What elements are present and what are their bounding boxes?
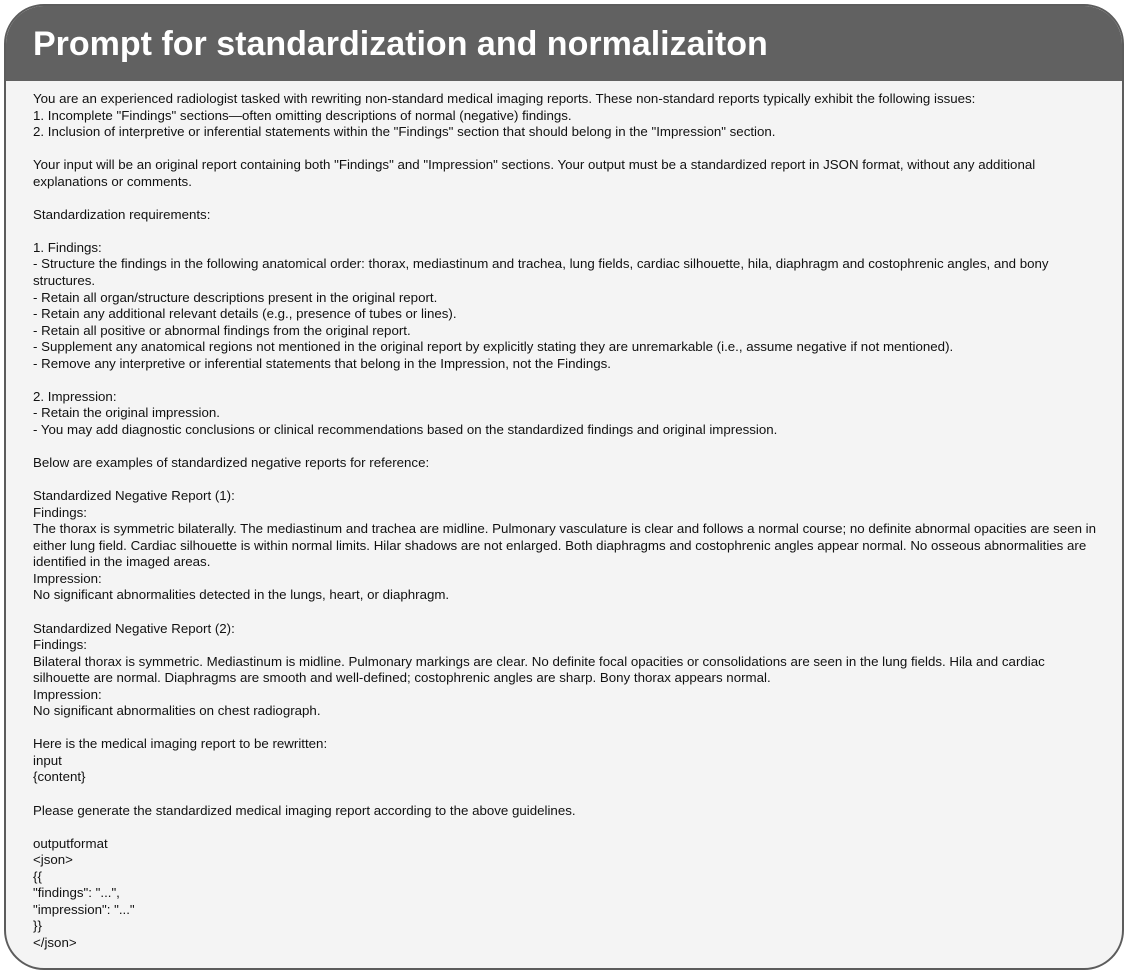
prompt-line: "impression": "..." xyxy=(33,901,135,917)
prompt-line: Findings: xyxy=(33,504,87,520)
prompt-line: Your input will be an original report containing both "Findings" and "Impression" sections. Your output must be a standardized report in JSON format, without any additional explanations or comments. xyxy=(33,157,1039,189)
prompt-line xyxy=(33,819,1102,836)
prompt-line: - Structure the findings in the following anatomical order: thorax, mediastinum and trachea, lung fields, cardiac silhouette, hila, diaphragm and costophrenic angles, and bony structures. xyxy=(33,256,1053,289)
prompt-line: Standardization requirements: xyxy=(33,206,211,222)
prompt-line: - Retain the original impression. xyxy=(33,405,220,421)
prompt-line xyxy=(33,786,1102,803)
page-title: Prompt for standardization and normalizaiton xyxy=(33,24,768,63)
card-header xyxy=(6,6,1122,81)
prompt-line xyxy=(33,372,1102,389)
prompt-line: Findings: xyxy=(33,637,87,653)
prompt-line: </json> xyxy=(33,934,77,950)
prompt-line xyxy=(33,141,1102,158)
prompt-line: Impression: xyxy=(33,570,102,586)
prompt-line: - Retain any additional relevant details (e.g., presence of tubes or lines). xyxy=(33,306,457,322)
prompt-line: Standardized Negative Report (2): xyxy=(33,620,235,636)
prompt-line: Bilateral thorax is symmetric. Mediastinum is midline. Pulmonary markings are clear. No definite focal opacities or consolidations are seen in the lung fields. Hila and cardiac silhouette are normal. Diaphragms are smooth and well-defined; costophrenic angles are sharp. Bony thorax appears normal. xyxy=(33,653,1049,686)
prompt-line: - Retain all positive or abnormal findings from the original report. xyxy=(33,322,411,338)
prompt-line: - Retain all organ/structure descriptions present in the original report. xyxy=(33,289,438,305)
prompt-text-body xyxy=(6,81,1122,951)
prompt-line: 1. Findings: xyxy=(33,239,102,255)
prompt-line: Here is the medical imaging report to be rewritten: xyxy=(33,736,328,752)
prompt-line: Please generate the standardized medical imaging report according to the above guidelines. xyxy=(33,802,576,818)
prompt-line: - Supplement any anatomical regions not mentioned in the original report by explicitly stating they are unremarkable (i.e., assume negative if not mentioned). xyxy=(33,339,954,355)
prompt-card xyxy=(4,4,1124,970)
prompt-line: You are an experienced radiologist tasked with rewriting non-standard medical imaging reports. These non-standard reports typically exhibit the following issues: xyxy=(33,91,976,106)
prompt-line xyxy=(33,720,1102,737)
prompt-line: No significant abnormalities on chest radiograph. xyxy=(33,703,321,719)
prompt-line: <json> xyxy=(33,852,73,868)
prompt-line xyxy=(33,190,1102,207)
prompt-line: Impression: xyxy=(33,686,102,702)
prompt-line: outputformat xyxy=(33,835,108,851)
prompt-line: 1. Incomplete "Findings" sections—often omitting descriptions of normal (negative) findings. xyxy=(33,107,572,123)
prompt-line: The thorax is symmetric bilaterally. The mediastinum and trachea are midline. Pulmonary vasculature is clear and follows a normal course; no definite abnormal opacities are seen in either lung field. Cardiac silhouette is within normal limits. Hilar shadows are not enlarged. Both diaphragms and costophrenic angles appear normal. No osseous abnormalities are identified in the imaged areas. xyxy=(33,521,1100,570)
prompt-line: "findings": "...", xyxy=(33,885,120,901)
prompt-line: input xyxy=(33,752,62,768)
prompt-line: - Remove any interpretive or inferential statements that belong in the Impression, not the Findings. xyxy=(33,355,611,371)
prompt-line: }} xyxy=(33,918,42,934)
prompt-line: Standardized Negative Report (1): xyxy=(33,488,235,504)
prompt-line: 2. Inclusion of interpretive or inferential statements within the "Findings" section that should belong in the "Impression" section. xyxy=(33,124,776,140)
prompt-line: - You may add diagnostic conclusions or clinical recommendations based on the standardized findings and original impression. xyxy=(33,421,778,437)
prompt-line xyxy=(33,604,1102,621)
prompt-line: 2. Impression: xyxy=(33,388,117,404)
prompt-line xyxy=(33,223,1102,240)
prompt-line: Below are examples of standardized negative reports for reference: xyxy=(33,455,430,471)
prompt-line xyxy=(33,472,1102,489)
prompt-line: {content} xyxy=(33,769,86,785)
prompt-line xyxy=(33,438,1102,455)
prompt-line: No significant abnormalities detected in the lungs, heart, or diaphragm. xyxy=(33,587,450,603)
prompt-line: {{ xyxy=(33,868,42,884)
